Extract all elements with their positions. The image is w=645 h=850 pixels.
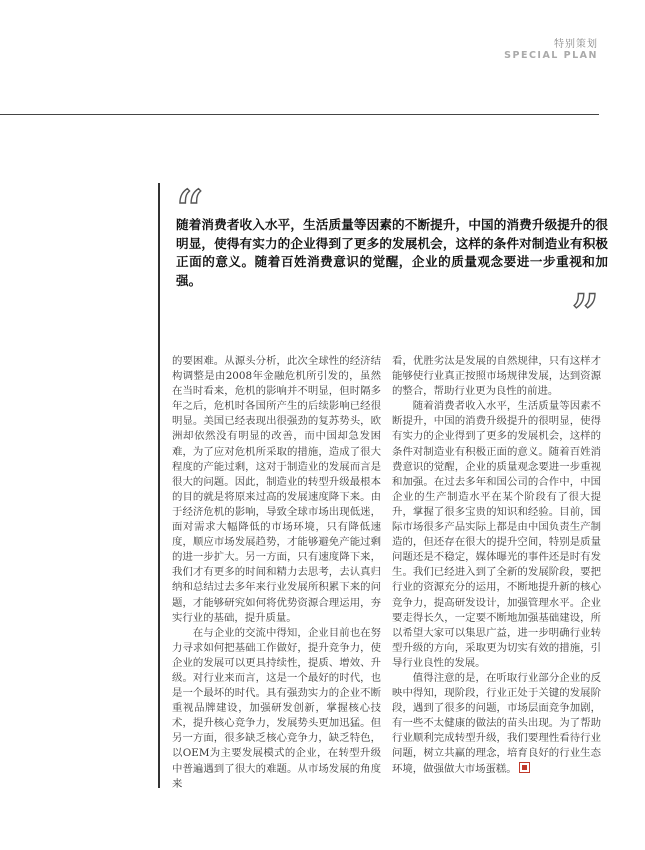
pull-quote: 随着消费者收入水平，生活质量等因素的不断提升，中国的消费升级提升的很明显，使得有实力的企业得到了更多的发展机会，这样的条件对制造业有积极正面的意义。随着百姓消费意识的觉醒，企业的质量观念要进一步重视和加强。	[176, 217, 608, 288]
paragraph-last	[392, 671, 601, 777]
section-title-cn: 特别策划	[554, 39, 598, 50]
paragraph-text: 值得注意的是，在听取行业部分企业的反映中得知，现阶段，行业正处于关键的发展阶段，遇到了很多的问题，市场层面竞争加剧，有一些不太健康的做法的苗头出现。为了帮助行业顺利完成转型升级，我们要理性看待行业问题，树立共赢的理念，培育良好的行业生态环境，做强做大市场蛋糕。	[392, 671, 601, 775]
paragraph: 看，优胜劣汰是发展的自然规律，只有这样才能够使行业真正按照市场规律发展，达到资源的整合，帮助行业更为良性的前进。	[392, 355, 601, 398]
open-quote-icon: “	[174, 178, 204, 246]
end-mark-icon	[519, 762, 530, 773]
header-divider	[0, 114, 599, 115]
paragraph: 的要困难。从源头分析，此次全球性的经济结构调整是由2008年金融危机所引发的，虽然在当时看来，危机的影响并不明显，但时隔多年之后，危机时各国所产生的后续影响已经很明显。美国已经表现出很强劲的复苏势头，欧洲却依然没有明显的改善，而中国却急发困难，为了应对危机所采取的措施，造成了很大程度的产能过剩，这对于制造业的发展而言是很大的问题。因此，制造业的转型升级最根本的目的就是将原来过高的发展速度降下来。由于经济危机的影响，导致全球市场出现低迷，面对需求大幅降低的市场环境，只有降低速度，顺应市场发展趋势，才能够避免产能过剩的进一步扩大。另一方面，只有速度降下来，我们才有更多的时间和精力去思考，去认真归纳和总结过去多年来行业发展所积累下来的问题，才能够研究如何将优势资源合理运用，夯实行业的基础，提升质量。	[172, 355, 381, 624]
quote-side-bar	[158, 183, 160, 788]
paragraph: 随着消费者收入水平，生活质量等因素不断提升，中国的消费升级提升的很明显，使得有实力的企业得到了更多的发展机会，这样的条件对制造业有积极正面的意义。随着百姓消费意识的觉醒，企业的质量观念要进一步重视和加强。在过去多年和国公司的合作中，中国企业的生产制造水平在某个阶段有了很大提升，掌握了很多宝贵的知识和经验。目前，国际市场很多产品实际上都是由中国负责生产制造的，但还存在很大的提升空间，特别是质量问题还是不稳定，媒体曝光的事件还是时有发生。我们已经进入到了全新的发展阶段，要把行业的资源充分的运用，不断地提升新的核心竞争力，提高研发设计，加强管理水平。企业要走得长久，一定要不断地加强基础建设，所以希望大家可以集思广益，进一步明确行业转型升级的方向，采取更为切实有效的措施，引导行业良性的发展。	[392, 400, 601, 669]
paragraph: 在与企业的交流中得知，企业目前也在努力寻求如何把基础工作做好，提升竞争力，使企业的发展可以更具持续性，提质、增效、升级。对行业来而言，这是一个最好的时代，也是一个最坏的时代。具有强劲实力的企业不断重视品牌建设，加强研发创新，掌握核心技术，提升核心竞争力，发展势头更加迅猛。但另一方面，很多缺乏核心竞争力，缺乏特色，以OEM为主要发展模式的企业，在转型升级中普遍遇到了很大的难题。从市场发展的角度来	[172, 626, 381, 790]
close-quote-icon: ”	[570, 282, 600, 350]
article-column-right	[392, 354, 601, 777]
article-column-left	[172, 354, 381, 792]
section-title-en: SPECIAL PLAN	[504, 50, 598, 61]
